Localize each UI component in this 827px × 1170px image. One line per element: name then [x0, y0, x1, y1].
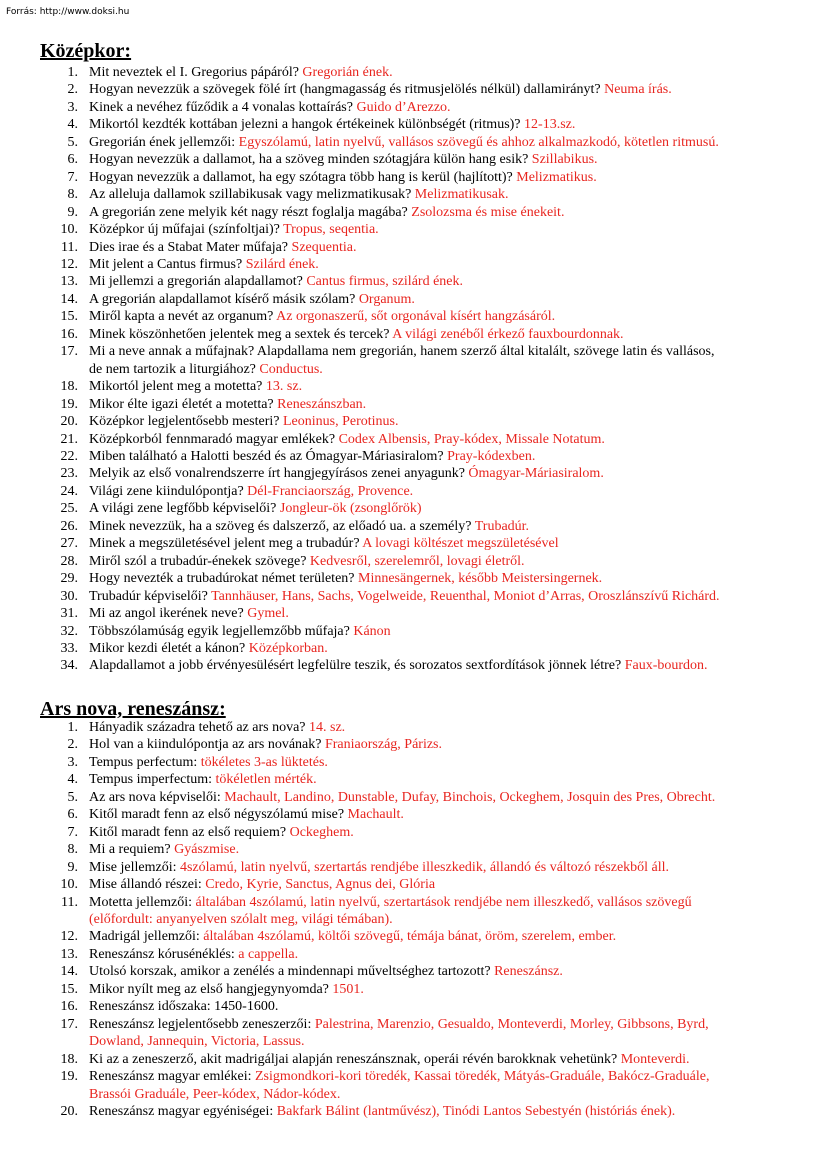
question-item [0, 824, 789, 841]
question-text: Miről kapta a nevét az organum? [89, 309, 277, 325]
answer-text-continued: Dowland, Jannequin, Victoria, Lassus. [89, 1034, 305, 1050]
item-number: 12. [60, 256, 78, 272]
item-number: 9. [67, 859, 78, 875]
question-text-continued [89, 361, 789, 378]
question-item [0, 500, 789, 517]
item-number: 27. [60, 536, 78, 552]
question-text: Mikortól kezdték kottában jelezni a hangok értékeinek különbségét (ritmus)? [89, 117, 525, 133]
question-item [0, 623, 789, 640]
answer-text: Szilárd ének. [245, 256, 319, 272]
answer-text: 4szólamú, latin nyelvű, szertartás rendjébe illeszkedik, állandó és változó részekből áll. [179, 859, 670, 875]
question-text: Reneszánsz kórusénéklés: [89, 946, 239, 962]
answer-text: Leoninus, Perotinus. [282, 414, 399, 430]
question-text: Mi jellemzi a gregorián alapdallamot? [89, 274, 307, 290]
question-item [0, 806, 789, 823]
question-item [0, 789, 789, 806]
item-number: 16. [60, 326, 78, 342]
question-item [0, 998, 789, 1015]
answer-text: Palestrina, Marenzio, Gesualdo, Monteverdi, Morley, Gibbsons, Byrd, [314, 1016, 709, 1032]
question-item [0, 221, 789, 238]
question-text: Ki az a zeneszerző, akit madrigáljai alapján reneszánsznak, operái révén barokknak vehetünk? [89, 1051, 621, 1067]
answer-text: Ómagyar-Máriasiralom. [468, 466, 604, 482]
item-number: 17. [60, 1016, 78, 1032]
answer-text: Zsigmondkori-kori töredék, Kassai töredék, Mátyás-Graduále, Bakócz-Graduále, [254, 1069, 710, 1085]
question-text: Gregorián ének jellemzői: [89, 134, 239, 150]
question-item [0, 448, 789, 465]
question-text: Alapdallamot a jobb érvényesülésért legfelülre teszik, és sorozatos sextfordítások jönnek létre? [89, 658, 625, 674]
answer-text-continued: Brassói Graduále, Peer-kódex, Nádor-kódex. [89, 1086, 341, 1102]
question-item [0, 273, 789, 290]
question-text: Tempus imperfectum: [89, 772, 216, 788]
question-item [0, 81, 789, 98]
answer-text: A lovagi költészet megszületésével [362, 536, 559, 552]
question-text: Hol van a kiindulópontja az ars novának? [89, 737, 325, 753]
question-text: Mit neveztek el I. Gregorius pápáról? [89, 65, 303, 80]
answer-text: Credo, Kyrie, Sanctus, Agnus dei, Glória [205, 877, 436, 893]
question-text: Madrigál jellemzői: [89, 929, 204, 945]
question-text: Középkor új műfajai (színfoltjai)? [89, 222, 284, 238]
answer-text: Monteverdi. [620, 1051, 690, 1067]
answer-text: tökéletlen mérték. [215, 772, 317, 788]
answer-text: Jongleur-ök (zsonglőrök) [279, 501, 422, 517]
question-item [0, 771, 789, 788]
item-number: 1. [67, 720, 78, 735]
item-number: 11. [61, 239, 78, 255]
question-text: Mise állandó részei: [89, 877, 206, 893]
answer-text: Melizmatikus. [516, 169, 597, 185]
answer-text: Tannhäuser, Hans, Sachs, Vogelweide, Reuenthal, Moniot d’Arras, Oroszlánszívű Richárd. [211, 588, 720, 604]
question-text: Hogyan nevezzük a szövegek fölé írt (hangmagasság és ritmusjelölés nélkül) dallamirányt? [89, 82, 605, 98]
question-item [0, 116, 789, 133]
answer-text: Neuma írás. [604, 82, 672, 98]
item-number: 31. [60, 606, 78, 622]
item-number: 5. [67, 789, 78, 805]
question-item [0, 1103, 789, 1120]
answer-text: általában 4szólamú, költői szövegű, témája bánat, öröm, szerelem, ember. [203, 929, 617, 945]
question-text: Mikor élte igazi életét a motetta? [89, 396, 278, 412]
item-number: 8. [67, 842, 78, 858]
item-number: 19. [60, 396, 78, 412]
answer-text: Gyászmise. [174, 842, 240, 858]
question-text: Reneszánsz magyar egyéniségei: [89, 1103, 277, 1119]
answer-text: 1501. [332, 981, 364, 997]
question-text: Reneszánsz legjelentősebb zeneszerzői: [89, 1016, 315, 1032]
item-number: 15. [60, 981, 78, 997]
question-text: Mi a neve annak a műfajnak? Alapdallama nem gregorián, hanem szerző által kitalált, szövege latin és vallásos, [89, 344, 715, 360]
answer-text: Kánon [353, 623, 391, 639]
question-text: A gregorián zene melyik két nagy részt foglalja magába? [89, 204, 412, 220]
item-number: 10. [60, 222, 78, 238]
answer-text: Melizmatikusak. [414, 187, 509, 203]
item-number: 7. [67, 169, 78, 185]
question-text: Kitől maradt fenn az első négyszólamú mise? [89, 807, 348, 823]
item-number: 8. [67, 187, 78, 203]
question-text: Minek köszönhetően jelentek meg a sextek és tercek? [89, 326, 393, 342]
item-number: 2. [67, 82, 78, 98]
question-item [0, 256, 789, 273]
item-number: 5. [67, 134, 78, 150]
question-text: Mi a requiem? [89, 842, 175, 858]
answer-text: Cantus firmus, szilárd ének. [306, 274, 463, 290]
question-item [0, 483, 789, 500]
question-item [0, 553, 789, 570]
question-text: Kitől maradt fenn az első requiem? [89, 824, 290, 840]
item-number: 3. [67, 99, 78, 115]
question-item [0, 151, 789, 168]
answer-text: Franiaország, Párizs. [324, 737, 443, 753]
answer-text: Organum. [358, 291, 415, 307]
answer-text: Minnesängernek, később Meistersingernek. [358, 571, 603, 587]
item-number: 16. [60, 999, 78, 1015]
answer-text: 13. sz. [265, 379, 303, 395]
item-number: 13. [60, 946, 78, 962]
question-item [0, 308, 789, 325]
question-item [0, 963, 789, 980]
item-number: 33. [60, 640, 78, 656]
question-item [0, 946, 789, 963]
item-number: 23. [60, 466, 78, 482]
answer-text: Zsolozsma és mise énekeit. [411, 204, 565, 220]
answer-text: általában 4szólamú, latin nyelvű, szertartások rendjébe nem illeszkedő, vallásos szövegű [195, 894, 692, 910]
answer-text: Pray-kódexben. [447, 448, 536, 464]
question-text: Dies irae és a Stabat Mater műfaja? [89, 239, 292, 255]
question-text: Középkor legjelentősebb mesteri? [89, 414, 283, 430]
question-item [0, 326, 789, 343]
question-item [0, 169, 789, 186]
answer-text: Faux-bourdon. [624, 658, 708, 674]
question-text: Reneszánsz időszaka: 1450-1600. [89, 999, 279, 1015]
item-number: 1. [67, 65, 78, 80]
item-number: 24. [60, 483, 78, 499]
question-text: Mi az angol ikerének neve? [89, 606, 248, 622]
question-item [0, 134, 789, 151]
answer-text: Ockeghem. [289, 824, 354, 840]
item-number: 28. [60, 553, 78, 569]
question-item [0, 588, 789, 605]
question-item [0, 204, 789, 221]
item-number: 14. [60, 291, 78, 307]
question-item [0, 754, 789, 771]
question-text: Az alleluja dallamok szillabikusak vagy melizmatikusak? [89, 187, 415, 203]
answer-text: Machault. [347, 807, 404, 823]
item-number: 4. [67, 117, 78, 133]
answer-text: Bakfark Bálint (lantművész), Tinódi Lantos Sebestyén (históriás ének). [276, 1103, 676, 1119]
answer-text: Conductus. [259, 361, 323, 377]
answer-text: a cappella. [238, 946, 299, 962]
answer-text: Machault, Landino, Dunstable, Dufay, Binchois, Ockeghem, Josquin des Pres, Obrecht. [224, 789, 716, 805]
question-item [0, 876, 789, 893]
answer-text: Kedvesről, szerelemről, lovagi életről. [309, 553, 525, 569]
question-text: Mise jellemzői: [89, 859, 180, 875]
answer-text: Dél-Franciaország, Provence. [247, 483, 414, 499]
answer-text: A világi zenéből érkező fauxbourdonnak. [392, 326, 624, 342]
item-number: 18. [60, 379, 78, 395]
question-text: de nem tartozik a liturgiához? [89, 361, 260, 377]
question-text: Mikor kezdi életét a kánon? [89, 640, 249, 656]
item-number: 3. [67, 754, 78, 770]
question-item [0, 928, 789, 945]
item-number: 9. [67, 204, 78, 220]
answer-text: Guido d’Arezzo. [356, 99, 451, 115]
question-text: Világi zene kiindulópontja? [89, 483, 248, 499]
item-number: 19. [60, 1069, 78, 1085]
item-number: 17. [60, 344, 78, 360]
question-text: Mikor nyílt meg az első hangjegynyomda? [89, 981, 333, 997]
question-text: Miben található a Halotti beszéd és az Ómagyar-Máriasiralom? [89, 448, 448, 464]
question-text: Kinek a nevéhez fűződik a 4 vonalas kottaírás? [89, 99, 357, 115]
question-text: A világi zene legfőbb képviselői? [89, 501, 280, 517]
question-item [0, 535, 789, 552]
question-text: Középkorból fennmaradó magyar emlékek? [89, 431, 339, 447]
question-item [0, 719, 789, 736]
item-number: 13. [60, 274, 78, 290]
item-number: 20. [60, 414, 78, 430]
question-text: Hányadik századra tehető az ars nova? [89, 720, 309, 735]
item-number: 18. [60, 1051, 78, 1067]
answer-text: Szillabikus. [531, 152, 598, 168]
answer-text: tökéletes 3-as lüktetés. [200, 754, 328, 770]
item-number: 12. [60, 929, 78, 945]
question-item [0, 378, 789, 395]
question-text: Többszólamúság egyik legjellemzőbb műfaja? [89, 623, 354, 639]
question-text: Az ars nova képviselői: [89, 789, 225, 805]
question-text: Hogyan nevezzük a dallamot, ha a szöveg minden szótagjára külön hang esik? [89, 152, 532, 168]
item-number: 2. [67, 737, 78, 753]
question-item [0, 981, 789, 998]
question-text: Utolsó korszak, amikor a zenélés a mindennapi műveltséghez tartozott? [89, 964, 495, 980]
question-text: Mikortól jelent meg a motetta? [89, 379, 266, 395]
question-item [0, 413, 789, 430]
item-number: 4. [67, 772, 78, 788]
question-item [0, 859, 789, 876]
item-number: 30. [60, 588, 78, 604]
question-item [0, 343, 789, 378]
answer-text-continued: (előfordult: anyanyelven szólalt meg, világi témában). [89, 911, 393, 927]
item-number: 6. [67, 807, 78, 823]
question-text: Trubadúr képviselői? [89, 588, 212, 604]
question-item [0, 186, 789, 203]
item-number: 22. [60, 448, 78, 464]
question-item [0, 841, 789, 858]
answer-text: Egyszólamú, latin nyelvű, vallásos szövegű és ahhoz alkalmazkodó, kötetlen ritmusú. [238, 134, 719, 150]
answer-text: 12-13.sz. [524, 117, 576, 133]
answer-text: Tropus, seqentia. [283, 222, 379, 238]
item-number: 11. [61, 894, 78, 910]
question-text: Mit jelent a Cantus firmus? [89, 256, 246, 272]
question-text: Miről szól a trubadúr-énekek szövege? [89, 553, 310, 569]
question-list-kozepkor [0, 64, 789, 675]
question-text: Hogy nevezték a trubadúrokat német területen? [89, 571, 358, 587]
question-item [0, 1016, 789, 1051]
question-text: Hogyan nevezzük a dallamot, ha egy szótagra több hang is kerül (hajlított)? [89, 169, 517, 185]
item-number: 15. [60, 309, 78, 325]
answer-text: Az orgonaszerű, sőt orgonával kísért hangzásáról. [276, 309, 556, 325]
question-text: Minek nevezzük, ha a szöveg és dalszerző, az előadó ua. a személy? [89, 518, 475, 534]
question-item [0, 736, 789, 753]
question-item [0, 894, 789, 929]
item-number: 32. [60, 623, 78, 639]
question-item [0, 465, 789, 482]
answer-text: Reneszánszban. [277, 396, 367, 412]
item-number: 34. [60, 658, 78, 674]
item-number: 26. [60, 518, 78, 534]
question-item [0, 99, 789, 116]
item-number: 21. [60, 431, 78, 447]
item-number: 20. [60, 1103, 78, 1119]
answer-text: Codex Albensis, Pray-kódex, Missale Notatum. [338, 431, 605, 447]
question-item [0, 1068, 789, 1103]
answer-text: Gregorián ének. [302, 65, 393, 80]
item-number: 10. [60, 877, 78, 893]
question-item [0, 605, 789, 622]
question-item [0, 396, 789, 413]
question-item [0, 431, 789, 448]
question-list-ars-nova [0, 719, 789, 1120]
question-text: Melyik az első vonalrendszerre írt hangjegyírásos zenei anyagunk? [89, 466, 469, 482]
question-text: A gregorián alapdallamot kísérő másik szólam? [89, 291, 359, 307]
question-text: Minek a megszületésével jelent meg a trubadúr? [89, 536, 363, 552]
answer-text: Trubadúr. [474, 518, 530, 534]
question-item [0, 239, 789, 256]
question-item [0, 570, 789, 587]
item-number: 7. [67, 824, 78, 840]
question-item [0, 657, 789, 674]
answer-text: Szequentia. [291, 239, 357, 255]
item-number: 29. [60, 571, 78, 587]
item-number: 14. [60, 964, 78, 980]
item-number: 25. [60, 501, 78, 517]
item-number: 6. [67, 152, 78, 168]
question-item [0, 518, 789, 535]
answer-text: 14. sz. [309, 720, 346, 735]
answer-text: Reneszánsz. [494, 964, 563, 980]
answer-text: Középkorban. [248, 640, 328, 656]
source-url-text: Forrás: http://www.doksi.hu [6, 7, 130, 17]
question-item [0, 291, 789, 308]
question-item [0, 1051, 789, 1068]
answer-text: Gymel. [247, 606, 289, 622]
section-title-kozepkor: Középkor: [40, 40, 132, 62]
question-text: Reneszánsz magyar emlékei: [89, 1069, 255, 1085]
question-item [0, 640, 789, 657]
question-text: Tempus perfectum: [89, 754, 201, 770]
question-text: Motetta jellemzői: [89, 894, 196, 910]
question-item [0, 64, 789, 81]
section-title-ars-nova: Ars nova, reneszánsz: [40, 698, 226, 720]
